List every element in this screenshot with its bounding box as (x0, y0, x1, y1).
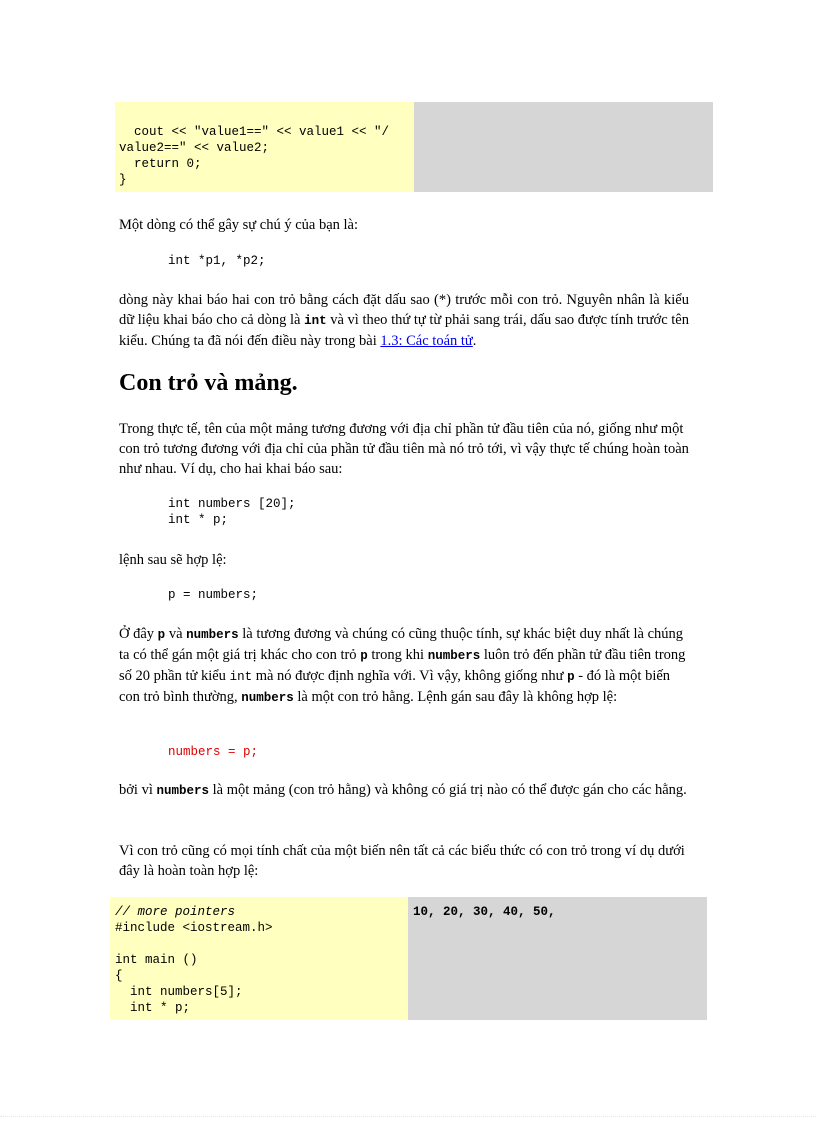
code-line (115, 936, 408, 952)
code-panel (115, 102, 414, 192)
text-segment: mà nó được định nghĩa với. Vì vậy, không giống như (252, 668, 568, 684)
text-segment: là một con trỏ hằng. Lệnh gán sau đây là không hợp lệ: (293, 689, 618, 705)
page-bottom-divider (0, 1116, 816, 1117)
code-line: } (119, 173, 127, 187)
paragraph-because (119, 780, 689, 801)
section-heading-pointers-arrays: Con trỏ và mảng. (119, 370, 298, 396)
keyword-int: int (229, 670, 253, 684)
code-assign-p-numbers: p = numbers; (168, 588, 259, 602)
paragraph-attention: Một dòng có thể gây sự chú ý của bạn là: (119, 217, 358, 233)
link-operators-lesson[interactable]: 1.3: Các toán tử (380, 333, 473, 349)
text-segment: trong khi (367, 647, 428, 663)
code-example-box-more-pointers (110, 897, 707, 1020)
text-segment: và vì theo thứ tự từ phải sang trái, dấu sao được tính trước tên kiểu. Chúng ta đã nói đến điều này trong bài (119, 312, 689, 349)
code-panel (110, 897, 408, 1020)
code-invalid-assignment: numbers = p; (168, 745, 259, 759)
code-line: int * p; (115, 1001, 191, 1015)
output-panel (408, 897, 707, 1020)
paragraph-array-pointer-equivalence: Trong thực tế, tên của một mảng tương đương với địa chỉ phần tử đầu tiên của nó, giống như một con trỏ tương đương với địa chỉ của phần tử đầu tiên mà nó trỏ tới, vì vậy thực tế chúng hoàn toàn như nhau. Ví dụ, cho hai khai báo sau: (119, 421, 689, 477)
code-line: int numbers[5]; (115, 985, 243, 999)
text-segment: dòng này khai báo hai con trỏ bằng cách đặt dấu sao (*) trước mỗi con trỏ. Nguyên nhân là kiểu dữ liệu khai báo cho cả dòng là (119, 292, 689, 328)
identifier-numbers: numbers (241, 691, 294, 705)
identifier-numbers: numbers (186, 628, 239, 642)
paragraph-expressions-valid: Vì con trỏ cũng có mọi tính chất của một biến nên tất cả các biểu thức có con trỏ trong ví dụ dưới đây là hoàn toàn hợp lệ: (119, 843, 685, 879)
text-segment: là tương đương và chúng có cũng thuộc tính, sự khác biệt duy nhất là chúng ta có thể gán một giá trị khác cho con trỏ (119, 626, 684, 663)
identifier-p: p (360, 649, 368, 663)
paragraph-asterisk-explanation (119, 290, 689, 351)
code-declarations-numbers (168, 496, 296, 528)
text-segment: - đó là một biến con trỏ bình thường, (119, 668, 671, 705)
code-line: { (115, 969, 123, 983)
text-segment: Ở đây (119, 626, 158, 642)
text-segment: là một mảng (con trỏ hằng) và không có giá trị nào có thể được gán cho các hằng. (209, 782, 687, 798)
code-line: cout << "value1==" << value1 << "/ (119, 125, 390, 139)
text-segment: bởi vì (119, 782, 157, 798)
text-segment: luôn trỏ đến phần tử đầu tiên trong số 20 phần tử kiểu (119, 647, 686, 684)
code-line: #include <iostream.h> (115, 921, 273, 935)
paragraph-valid-statement: lệnh sau sẽ hợp lệ: (119, 552, 227, 568)
code-line: int numbers [20]; (168, 497, 296, 511)
identifier-numbers: numbers (427, 649, 481, 663)
program-output: 10, 20, 30, 40, 50, (413, 905, 556, 919)
text-segment: và (165, 626, 187, 642)
code-line: value2==" << value2; (119, 141, 270, 155)
code-line: int * p; (168, 513, 229, 527)
text-segment: . (472, 333, 477, 349)
code-line: int main () (115, 953, 198, 967)
identifier-p: p (157, 628, 166, 642)
code-declaration-p1-p2: int *p1, *p2; (168, 254, 266, 268)
identifier-numbers: numbers (156, 784, 209, 798)
code-example-box-top (115, 102, 713, 192)
code-comment: // more pointers (115, 905, 236, 919)
output-panel (414, 102, 713, 192)
code-line: return 0; (119, 157, 202, 171)
paragraph-difference (119, 624, 689, 708)
keyword-int: int (304, 314, 327, 328)
identifier-p: p (567, 670, 575, 684)
